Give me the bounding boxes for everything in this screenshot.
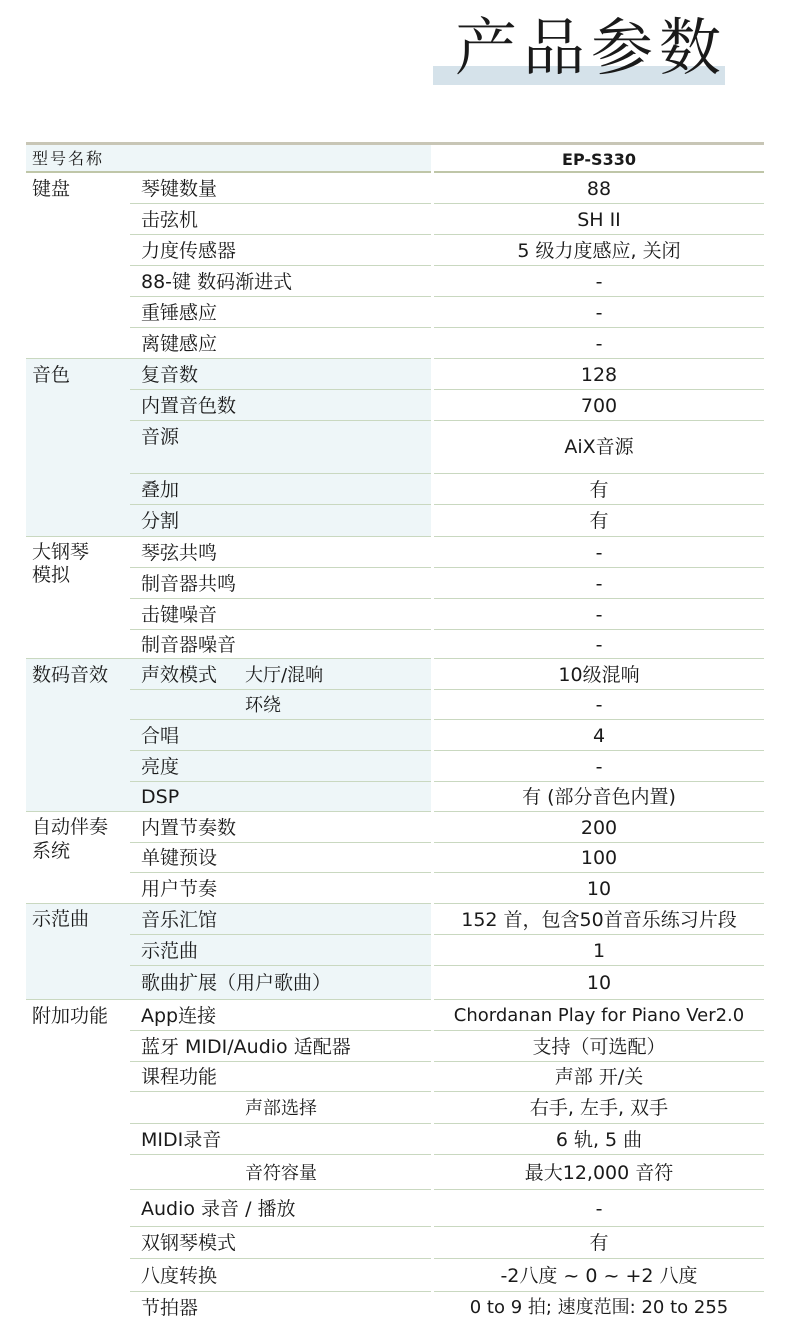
row-value: 128 [580,364,618,386]
row-value: 有 [589,479,609,501]
row-value: 10 [586,972,612,994]
table-row [26,935,764,966]
table-row [26,873,764,904]
row-value: 支持（可选配） [532,1036,666,1058]
row-value: 88 [586,178,612,200]
row-label: 离键感应 [141,333,218,355]
row-label: 内置节奏数 [141,817,237,839]
row-label: 击弦机 [141,209,199,231]
row-value: 有 (部分音色内置) [522,786,676,808]
row-value: SH II [577,209,621,231]
table-row [26,599,764,630]
table-row [26,843,764,873]
row-value: -2八度 ~ 0 ~ +2 八度 [500,1265,698,1287]
row-label: 声效模式 [141,664,218,686]
row-value: Chordanan Play for Piano Ver2.0 [453,1005,745,1026]
row-value: 10 [586,878,612,900]
table-row [26,904,764,935]
row-value: - [595,1198,603,1220]
row-label: 八度转换 [141,1265,218,1287]
table-row [26,690,764,720]
row-value: 200 [580,817,618,839]
model-name-label: 型号名称 [32,149,105,168]
table-row [26,1259,764,1292]
table-row [26,297,764,328]
table-row [26,1227,764,1259]
row-value: 6 轨, 5 曲 [555,1129,643,1151]
table-row [26,751,764,782]
table-row [26,782,764,812]
section-divider [26,358,431,359]
table-row [26,568,764,599]
row-label: 用户节奏 [141,878,218,900]
row-label: 复音数 [141,364,199,386]
table-row [26,173,764,204]
row-sublabel: 音符容量 [245,1163,317,1184]
row-value: 5 级力度感应, 关闭 [517,240,681,262]
table-row [26,359,764,390]
section-divider [26,903,431,904]
table-row [26,659,764,690]
row-value: - [595,756,603,778]
row-value: 声部 开/关 [554,1066,644,1088]
row-value: - [595,302,603,324]
table-row [26,421,764,474]
table-row [26,235,764,266]
table-row [26,1000,764,1031]
row-value: 4 [592,725,606,747]
table-row [26,812,764,843]
row-label: 双钢琴模式 [141,1232,237,1254]
row-label: 重锤感应 [141,302,218,324]
table-row [26,537,764,568]
row-value: AiX音源 [564,436,634,458]
row-value: 右手, 左手, 双手 [529,1097,669,1119]
row-label: 课程功能 [141,1066,218,1088]
row-sublabel: 环绕 [245,695,281,716]
row-label: 琴键数量 [141,178,218,200]
section-divider [26,536,431,537]
section-label-demo: 示范曲 [32,908,90,930]
row-value: - [595,634,603,656]
table-header-row [26,145,764,173]
row-value: 100 [580,847,618,869]
table-row [26,1190,764,1227]
row-value: - [595,573,603,595]
row-label: 88-键 数码渐进式 [141,271,293,293]
row-value: 700 [580,395,618,417]
table-row [26,1155,764,1190]
section-label-effects: 数码音效 [32,664,109,686]
row-value: - [595,694,603,716]
page-title: 产品参数 [455,11,728,84]
row-label: 力度传感器 [141,240,237,262]
row-label: 制音器噪音 [141,634,237,656]
row-label: 制音器共鸣 [141,573,237,595]
row-label: 音源 [141,426,180,448]
row-value: 最大12,000 音符 [524,1162,674,1184]
row-label: Audio 录音 / 播放 [141,1198,296,1220]
row-label: 节拍器 [141,1297,199,1319]
table-row [26,966,764,1000]
table-row [26,505,764,537]
row-value: - [595,542,603,564]
row-value: 有 [589,510,609,532]
row-label: 叠加 [141,479,180,501]
row-label: MIDI录音 [141,1129,222,1151]
row-value: 152 首，包含50首音乐练习片段 [461,909,737,931]
row-value: - [595,271,603,293]
row-sublabel: 声部选择 [245,1098,317,1119]
table-row [26,1092,764,1124]
row-label: 蓝牙 MIDI/Audio 适配器 [141,1036,351,1058]
row-label: 亮度 [141,756,180,778]
row-value: - [595,333,603,355]
table-row [26,1124,764,1155]
table-row [26,266,764,297]
row-label: App连接 [141,1005,217,1027]
section-divider [26,999,431,1000]
row-label: 音乐汇馆 [141,909,218,931]
row-sublabel: 大厅/混响 [245,665,324,686]
row-value: 1 [592,940,606,962]
section-label-keyboard: 键盘 [32,178,71,200]
table-row [26,328,764,359]
table-row [26,1031,764,1062]
section-label-extra: 附加功能 [32,1005,109,1027]
row-value: 有 [589,1232,609,1254]
section-label-accomp-1: 自动伴奏 [32,816,109,838]
table-row [26,204,764,235]
row-value: 0 to 9 拍; 速度范围: 20 to 255 [469,1297,729,1318]
row-label: DSP [141,786,180,808]
row-label: 单键预设 [141,847,218,869]
table-row [26,1292,764,1320]
table-row [26,1062,764,1092]
row-label: 合唱 [141,725,180,747]
row-label: 内置音色数 [141,395,237,417]
table-row [26,390,764,421]
row-label: 琴弦共鸣 [141,542,218,564]
row-label: 歌曲扩展（用户歌曲） [141,972,332,994]
table-row [26,720,764,751]
section-label-piano-sim-2: 模拟 [32,564,71,586]
section-divider [26,658,431,659]
row-label: 示范曲 [141,940,199,962]
table-row [26,630,764,659]
table-row [26,474,764,505]
section-label-voice: 音色 [32,364,71,386]
model-name-value: EP-S330 [562,150,636,169]
row-label: 击键噪音 [141,604,218,626]
section-divider [26,811,431,812]
row-value: - [595,604,603,626]
section-label-piano-sim-1: 大钢琴 [32,541,90,563]
row-label: 分割 [141,510,180,532]
section-label-accomp-2: 系统 [32,840,71,862]
row-value: 10级混响 [558,664,640,686]
